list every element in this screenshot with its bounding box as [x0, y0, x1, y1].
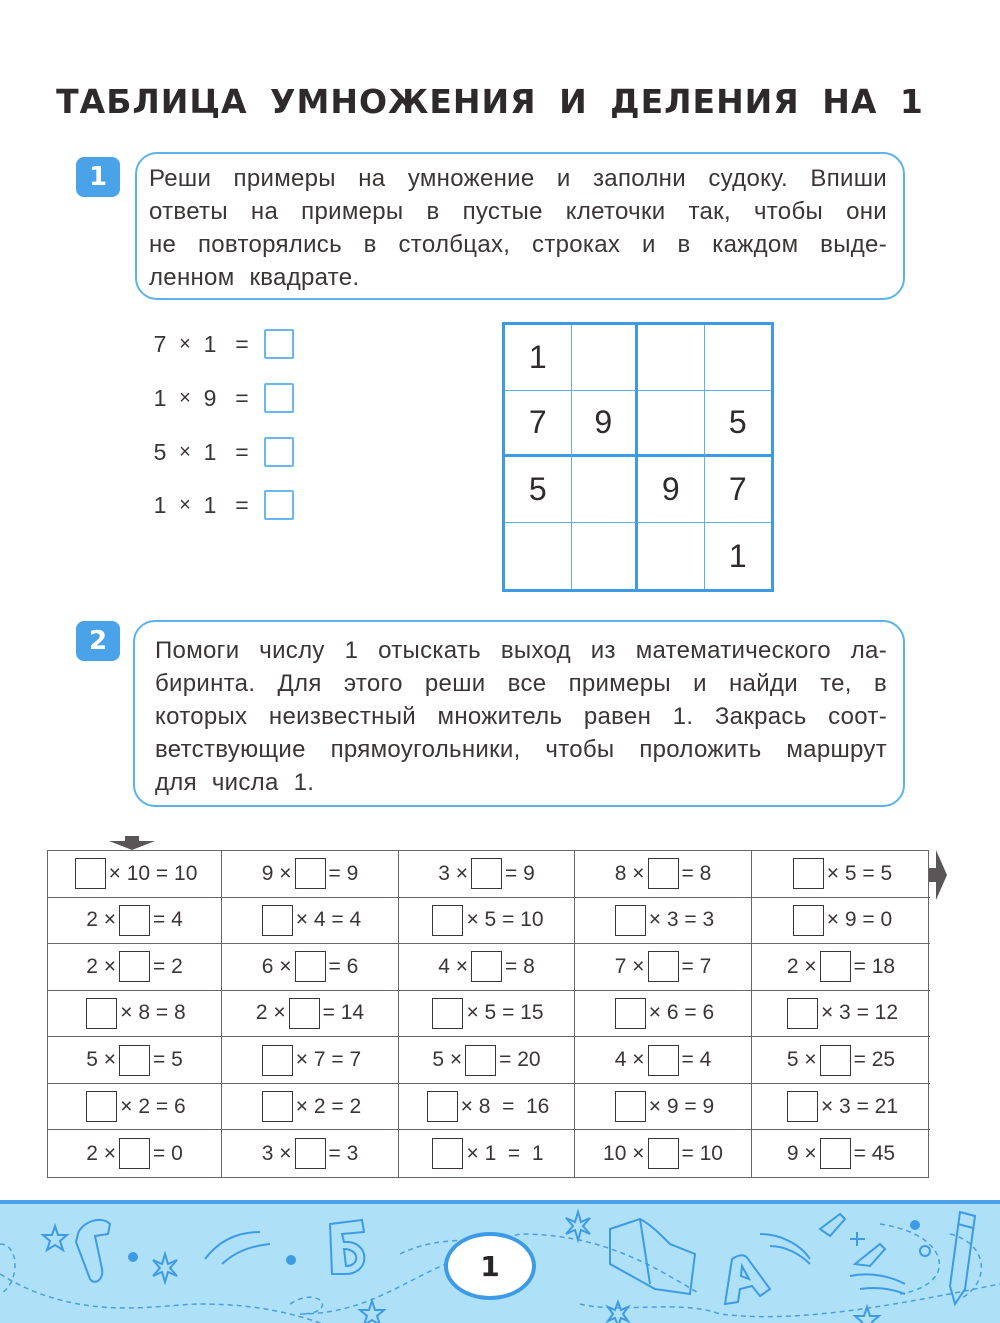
maze-cell[interactable]: [575, 1130, 752, 1177]
instruction-line: не повторялись в столбцах, строках и в каждом выде-: [149, 231, 887, 258]
instruction-line: для числа 1.: [155, 769, 315, 796]
equation-row: [150, 381, 294, 415]
maze-cell[interactable]: [575, 991, 752, 1038]
sudoku-cell[interactable]: 1: [728, 537, 747, 574]
sudoku-cell[interactable]: 5: [705, 391, 772, 457]
maze-expr-right: × 6 = 6: [648, 1001, 715, 1025]
maze-cell[interactable]: [575, 1084, 752, 1131]
unknown-factor-box[interactable]: [787, 1091, 818, 1122]
maze-cell[interactable]: [575, 1037, 752, 1084]
unknown-factor-box[interactable]: [295, 951, 326, 982]
maze-table: [47, 850, 929, 1178]
unknown-factor-box[interactable]: [615, 1091, 646, 1122]
open-book-icon: [610, 1219, 695, 1294]
factor-b: 1: [203, 438, 217, 465]
entry-arrow-down-icon: [109, 836, 155, 850]
factor-a: 5: [153, 438, 167, 465]
equals-sign: =: [235, 438, 249, 465]
maze-expr-right: = 10: [681, 1141, 723, 1165]
unknown-factor-box[interactable]: [465, 1045, 496, 1076]
factor-b: 1: [203, 330, 217, 357]
unknown-factor-box[interactable]: [262, 905, 293, 936]
maze-cell[interactable]: [575, 851, 752, 898]
maze-cell[interactable]: [48, 1084, 222, 1131]
task-2-instructions: [133, 620, 905, 807]
maze-cell[interactable]: [752, 898, 930, 945]
maze-cell[interactable]: [752, 1084, 930, 1131]
maze-cell[interactable]: [575, 898, 752, 945]
instruction-line: биринта. Для этого реши все примеры и найди те, в: [155, 670, 887, 697]
maze-expr-left: 2 ×: [255, 1001, 286, 1025]
unknown-factor-box[interactable]: [119, 951, 150, 982]
unknown-factor-box[interactable]: [75, 858, 106, 889]
sudoku-cell[interactable]: [572, 457, 639, 523]
equation-row: [150, 488, 294, 522]
maze-cell[interactable]: [48, 851, 222, 898]
maze-expr-left: 10 ×: [603, 1141, 645, 1165]
maze-expr-left: 2 ×: [86, 908, 116, 932]
letter-b-icon: [330, 1220, 364, 1274]
unknown-factor-box[interactable]: [86, 998, 117, 1029]
maze-cell[interactable]: [48, 991, 222, 1038]
maze-expr-right: = 6: [328, 954, 359, 978]
answer-box[interactable]: [264, 329, 294, 359]
times-sign: ×: [179, 440, 191, 463]
maze-cell[interactable]: [399, 1130, 575, 1177]
maze-expr-right: = 4: [153, 908, 183, 932]
sudoku-cell[interactable]: 7: [505, 391, 572, 457]
maze-expr-left: 5 ×: [786, 1048, 817, 1072]
unknown-factor-box[interactable]: [119, 905, 150, 936]
maze-expr-right: = 25: [853, 1048, 896, 1072]
equals-sign: =: [235, 384, 249, 411]
task-2-badge: 2: [76, 621, 120, 661]
equation-row: [150, 327, 294, 361]
dot-icon: [910, 1220, 920, 1230]
maze-expr-right: = 2: [153, 954, 183, 978]
task-1-badge: 1: [76, 157, 120, 197]
instruction-line: которых неизвестный множитель равен 1. Закрась соот-: [155, 703, 887, 730]
unknown-factor-box[interactable]: [295, 858, 326, 889]
maze-expr-right: = 9: [328, 861, 359, 885]
unknown-factor-box[interactable]: [432, 998, 463, 1029]
maze-cell[interactable]: [752, 991, 930, 1038]
maze-expr-right: × 10 = 10: [108, 861, 198, 885]
maze-expr-left: 2 ×: [786, 954, 817, 978]
star-icon: [43, 1226, 67, 1250]
unknown-factor-box[interactable]: [119, 1138, 150, 1169]
instruction-line: Реши примеры на умножение и заполни судоку. Впиши: [149, 165, 887, 192]
letter-g-icon: [76, 1220, 110, 1282]
dot-icon: [286, 1255, 296, 1265]
instruction-line: ленном квадрате.: [149, 264, 360, 291]
maze-expr-left: 7 ×: [614, 954, 645, 978]
unknown-factor-box[interactable]: [793, 905, 824, 936]
unknown-factor-box[interactable]: [262, 1045, 293, 1076]
maze-expr-left: 9 ×: [261, 861, 292, 885]
unknown-factor-box[interactable]: [615, 998, 646, 1029]
maze-expr-right: × 5 = 15: [466, 1001, 544, 1025]
maze-expr-left: 3 ×: [261, 1141, 292, 1165]
maze-cell[interactable]: [48, 1130, 222, 1177]
sudoku-grid: [502, 322, 774, 592]
times-sign: ×: [179, 386, 191, 409]
page-title: ТАБЛИЦА УМНОЖЕНИЯ И ДЕЛЕНИЯ НА 1: [56, 82, 924, 121]
equals-sign: =: [235, 330, 249, 357]
unknown-factor-box[interactable]: [648, 951, 679, 982]
maze-expr-right: × 5 = 10: [466, 908, 544, 932]
unknown-factor-box[interactable]: [432, 905, 463, 936]
maze-expr-right: × 2 = 6: [120, 1094, 186, 1118]
factor-b: 9: [203, 384, 217, 411]
answer-box[interactable]: [264, 490, 294, 520]
sudoku-cell[interactable]: 7: [705, 457, 772, 523]
sudoku-cell[interactable]: 9: [638, 457, 705, 523]
maze-expr-right: = 20: [499, 1048, 541, 1072]
maze-cell[interactable]: [399, 1084, 575, 1131]
maze-expr-right: × 7 = 7: [295, 1048, 362, 1072]
maze-cell[interactable]: [399, 1037, 575, 1084]
maze-cell[interactable]: [48, 944, 222, 991]
maze-cell[interactable]: [222, 944, 399, 991]
maze-expr-right: = 4: [681, 1048, 712, 1072]
maze-expr-right: = 0: [153, 1141, 183, 1165]
letter-a-icon: [725, 1255, 770, 1304]
maze-expr-right: × 9 = 9: [648, 1094, 715, 1118]
sudoku-cell[interactable]: [638, 391, 705, 457]
maze-expr-left: 4 ×: [614, 1048, 645, 1072]
unknown-factor-box[interactable]: [793, 858, 824, 889]
maze-cell[interactable]: [752, 851, 930, 898]
maze-cell[interactable]: [752, 1037, 930, 1084]
unknown-factor-box[interactable]: [820, 951, 851, 982]
maze-expr-right: = 14: [322, 1001, 365, 1025]
unknown-factor-box[interactable]: [615, 905, 646, 936]
factor-a: 7: [153, 330, 167, 357]
maze-expr-right: × 3 = 21: [820, 1094, 899, 1118]
answer-box[interactable]: [264, 383, 294, 413]
maze-expr-right: = 18: [853, 954, 896, 978]
unknown-factor-box[interactable]: [648, 1045, 679, 1076]
unknown-factor-box[interactable]: [820, 1045, 851, 1076]
unknown-factor-box[interactable]: [820, 1138, 851, 1169]
maze-expr-right: × 5 = 5: [826, 861, 893, 885]
maze-expr-left: 8 ×: [614, 861, 645, 885]
maze-expr-right: × 2 = 2: [295, 1094, 362, 1118]
maze-expr-right: = 5: [153, 1048, 183, 1072]
unknown-factor-box[interactable]: [295, 1138, 326, 1169]
maze-expr-right: = 8: [505, 954, 535, 978]
sudoku-cell[interactable]: 9: [572, 391, 639, 457]
maze-cell[interactable]: [399, 944, 575, 991]
maze-cell[interactable]: [222, 898, 399, 945]
maze-expr-left: 5 ×: [86, 1048, 116, 1072]
maze-cell[interactable]: [222, 1130, 399, 1177]
times-sign: ×: [179, 332, 191, 355]
unknown-factor-box[interactable]: [119, 1045, 150, 1076]
maze-cell[interactable]: [399, 991, 575, 1038]
maze-expr-right: × 3 = 3: [648, 908, 715, 932]
sudoku-cell[interactable]: [638, 325, 705, 391]
instruction-line: ответы на примеры в пустые клеточки так, чтобы они: [149, 198, 887, 225]
snowflake-star-icon: [153, 1254, 177, 1282]
unknown-factor-box[interactable]: [86, 1091, 117, 1122]
sudoku-cell[interactable]: 1: [505, 325, 572, 391]
factor-a: 1: [153, 491, 167, 518]
maze-cell[interactable]: [752, 1130, 930, 1177]
maze-cell[interactable]: [48, 1037, 222, 1084]
maze-cell[interactable]: [222, 991, 399, 1038]
sudoku-cell[interactable]: [705, 325, 772, 391]
maze-expr-right: = 3: [328, 1141, 359, 1165]
instruction-line: ветствующие прямоугольники, чтобы проложить маршрут: [155, 736, 887, 763]
maze-expr-right: × 8 = 8: [120, 1001, 186, 1025]
dot-icon: [128, 1252, 138, 1262]
sudoku-cell[interactable]: [572, 325, 639, 391]
maze-expr-left: 6 ×: [261, 954, 292, 978]
maze-expr-left: 2 ×: [86, 954, 116, 978]
maze-expr-right: = 45: [853, 1141, 896, 1165]
maze-expr-right: × 3 = 12: [820, 1001, 899, 1025]
maze-expr-right: = 7: [681, 954, 712, 978]
maze-cell[interactable]: [575, 944, 752, 991]
maze-expr-left: 4 ×: [438, 954, 468, 978]
task-1-instructions: [135, 152, 905, 300]
maze-expr-right: = 9: [505, 861, 535, 885]
exit-arrow-right-icon: [929, 850, 947, 900]
unknown-factor-box[interactable]: [648, 1138, 679, 1169]
unknown-factor-box[interactable]: [471, 858, 502, 889]
unknown-factor-box[interactable]: [289, 998, 320, 1029]
unknown-factor-box[interactable]: [787, 998, 818, 1029]
equation-row: [150, 435, 294, 469]
sudoku-cell[interactable]: [638, 523, 705, 589]
maze-expr-right: × 4 = 4: [295, 908, 362, 932]
maze-cell[interactable]: [399, 898, 575, 945]
unknown-factor-box[interactable]: [471, 951, 502, 982]
maze-cell[interactable]: [399, 851, 575, 898]
maze-expr-left: 5 ×: [432, 1048, 463, 1072]
maze-cell[interactable]: [48, 898, 222, 945]
page-number: 1: [444, 1232, 536, 1300]
sudoku-cell[interactable]: [505, 523, 572, 589]
unknown-factor-box[interactable]: [432, 1138, 463, 1169]
factor-b: 1: [203, 491, 217, 518]
maze-expr-right: = 8: [681, 861, 712, 885]
maze-cell[interactable]: [222, 1037, 399, 1084]
instruction-line: Помоги числу 1 отыскать выход из математического ла-: [155, 637, 887, 664]
maze-expr-right: × 8 = 16: [460, 1094, 550, 1118]
factor-a: 1: [153, 384, 167, 411]
maze-expr-left: 2 ×: [86, 1141, 116, 1165]
maze-cell[interactable]: [222, 1084, 399, 1131]
equals-sign: =: [235, 491, 249, 518]
maze-expr-left: 3 ×: [438, 861, 468, 885]
maze-expr-left: 9 ×: [786, 1141, 817, 1165]
one-plus-one-icon: [820, 1214, 845, 1236]
maze-expr-right: × 1 = 1: [466, 1141, 544, 1165]
maze-cell[interactable]: [752, 944, 930, 991]
maze-expr-right: × 9 = 0: [826, 908, 893, 932]
unknown-factor-box[interactable]: [262, 1091, 293, 1122]
unknown-factor-box[interactable]: [427, 1091, 458, 1122]
answer-box[interactable]: [264, 437, 294, 467]
sudoku-cell[interactable]: [572, 523, 639, 589]
times-sign: ×: [179, 493, 191, 516]
sudoku-cell[interactable]: 5: [505, 457, 572, 523]
unknown-factor-box[interactable]: [648, 858, 679, 889]
maze-cell[interactable]: [222, 851, 399, 898]
